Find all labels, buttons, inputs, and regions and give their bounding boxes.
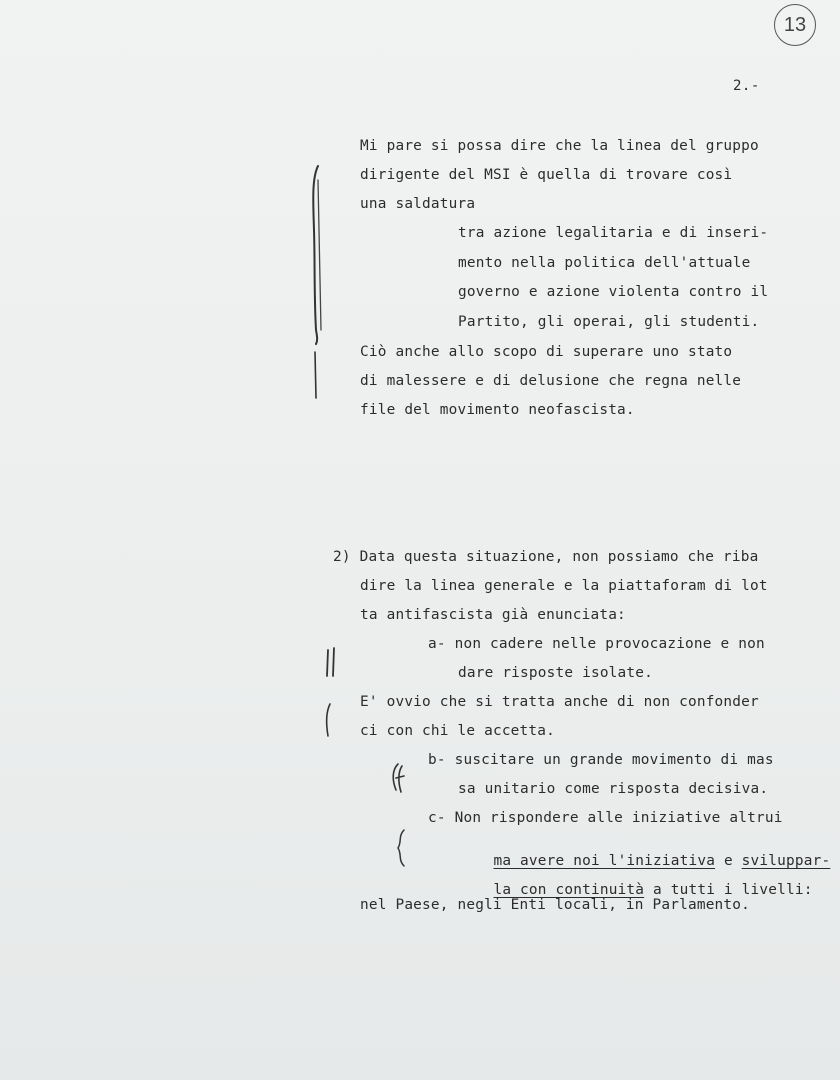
margin-brace-mark xyxy=(398,830,404,866)
underlined-text: la con continuità xyxy=(493,882,645,899)
margin-bracket-mark xyxy=(318,180,321,330)
text-line: b- suscitare un grande movimento di mas xyxy=(428,752,774,768)
text-line: a- non cadere nelle provocazione e non xyxy=(428,636,765,652)
text-line: governo e azione violenta contro il xyxy=(458,284,769,300)
text-line: file del movimento neofascista. xyxy=(360,402,635,418)
margin-scribble-mark xyxy=(393,764,404,792)
text-segment: e xyxy=(715,853,742,870)
page-stamp: 13 xyxy=(774,4,816,46)
text-line: ta antifascista già enunciata: xyxy=(360,607,626,623)
text-line: E' ovvio che si tratta anche di non confonder xyxy=(360,694,759,710)
underlined-text: ma avere noi l'iniziativa xyxy=(493,853,716,870)
text-line: Ciò anche allo scopo di superare uno stato xyxy=(360,344,733,360)
margin-bracket-mark xyxy=(313,166,318,344)
text-line: tra azione legalitaria e di inseri- xyxy=(458,225,769,241)
text-line: ci con chi le accetta. xyxy=(360,723,556,739)
double-line-mark xyxy=(327,650,328,676)
underlined-text: sviluppar- xyxy=(741,853,831,870)
text-line: una saldatura xyxy=(360,196,476,212)
text-segment: a tutti i livelli: xyxy=(644,882,813,899)
margin-line-mark xyxy=(315,352,316,398)
text-line: Partito, gli operai, gli studenti. xyxy=(458,314,760,330)
text-line: di malessere e di delusione che regna nelle xyxy=(360,373,742,389)
text-line: dire la linea generale e la piattaforam di lot xyxy=(360,578,768,594)
text-line: dirigente del MSI è quella di trovare così xyxy=(360,167,733,183)
text-line: 2) Data questa situazione, non possiamo che riba xyxy=(333,549,759,565)
text-line: Mi pare si possa dire che la linea del gruppo xyxy=(360,138,759,154)
text-line: mento nella politica dell'attuale xyxy=(458,255,751,271)
margin-parenthesis-mark xyxy=(327,704,330,736)
page-number: 2.- xyxy=(733,78,760,94)
text-line: nel Paese, negli Enti locali, in Parlamento. xyxy=(360,897,751,913)
text-line: c- Non rispondere alle iniziative altrui xyxy=(428,810,783,826)
text-line: sa unitario come risposta decisiva. xyxy=(458,781,769,797)
double-line-mark xyxy=(333,648,334,676)
text-line: dare risposte isolate. xyxy=(458,665,654,681)
